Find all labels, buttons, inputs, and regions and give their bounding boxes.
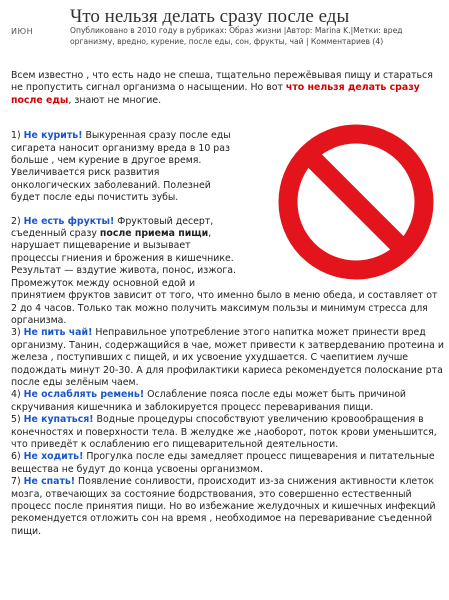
post-date: ИЮН: [11, 27, 34, 36]
item-heading: Не есть фрукты!: [23, 215, 115, 227]
article-title[interactable]: Что нельзя делать сразу после еды: [70, 6, 350, 27]
item-heading: Не курить!: [23, 130, 83, 142]
item-heading: Не ослаблять ремень!: [23, 389, 145, 401]
item-heading: Не ходить!: [23, 451, 84, 463]
item-heading: Не купаться!: [23, 414, 94, 426]
list-item: 4) Не ослаблять ремень! Ослабление пояса после еды может быть причиной скручивания кишечника и заблокируется процесс переваривания пищи.: [11, 389, 407, 413]
list-item: 5) Не купаться! Водные процедуры способствуют увеличению кровообращения в конечностях и поверхности тела. В желудке же ,наоборот, поток крови уменьшится, что приведёт к ослаблению его пищеварительной деятельности.: [11, 414, 437, 450]
article-body: [11, 70, 445, 538]
list-item: 2) Не есть фрукты! Фруктовый десерт, съеденный сразу после приема пищи, нарушает пищеварение и вызывает процессы гниения и брожения в кишечнике. Результат — вздутие живота, понос, изжога. Промежуток между основной едой и принятием фруктов зависит от того, что именно было в меню обеда, и составляет от 2 до 4 часов. Только так можно получить максимум пользы и минимум стресса для организма.: [11, 215, 438, 326]
list-item: 1) Не курить! Выкуренная сразу после еды сигарета наносит организму вреда в 10 раз больше , чем курение в другое время. Увеличивается риск развития онкологических заболеваний. Полезней будет после еды почистить зубы.: [11, 130, 231, 204]
article-header: [0, 0, 449, 52]
list-item: 3) Не пить чай! Неправильное употребление этого напитка может принести вред организму. Танин, содержащийся в чае, может привести к затвердеванию протеина и железа , поступивших с пищей, и их усвоение ухудшается. С чаепитием лучше подождать минут 20-30. А для профилактики кариеса рекомендуется полоскание рта после еды зелёным чаем.: [11, 327, 444, 388]
intro-paragraph: Всем известно , что есть надо не спеша, тщательно пережёвывая пищу и стараться не пропустить сигнал организма о насыщении. Но вот что нельзя делать сразу после еды, знают не многие.: [11, 70, 433, 106]
intro-highlight: что нельзя делать сразу после еды: [11, 82, 420, 106]
post-meta: Опубликовано в 2010 году в рубриках: Образ жизни |Автор: Marina K.|Метки: вред организму, вредно, курение, после еды, сон, фрукты, чай | Комментариев (4): [70, 26, 403, 46]
item-heading: Не пить чай!: [23, 327, 93, 339]
list-item: 7) Не спать! Появление сонливости, происходит из-за снижения активности клеток мозга, отвечающих за состояние бодрствования, это совершенно естественный процесс после принятия пищи. Но во избежание желудочных и кишечных инфекций рекомендуется отложить сон на время , необходимое на переваривание съеденной пищи.: [11, 476, 436, 537]
item-heading: Не спать!: [23, 476, 76, 488]
list-item: 6) Не ходить! Прогулка после еды замедляет процесс пищеварения и питательные вещества не будут до конца усвоены организмом.: [11, 451, 435, 475]
